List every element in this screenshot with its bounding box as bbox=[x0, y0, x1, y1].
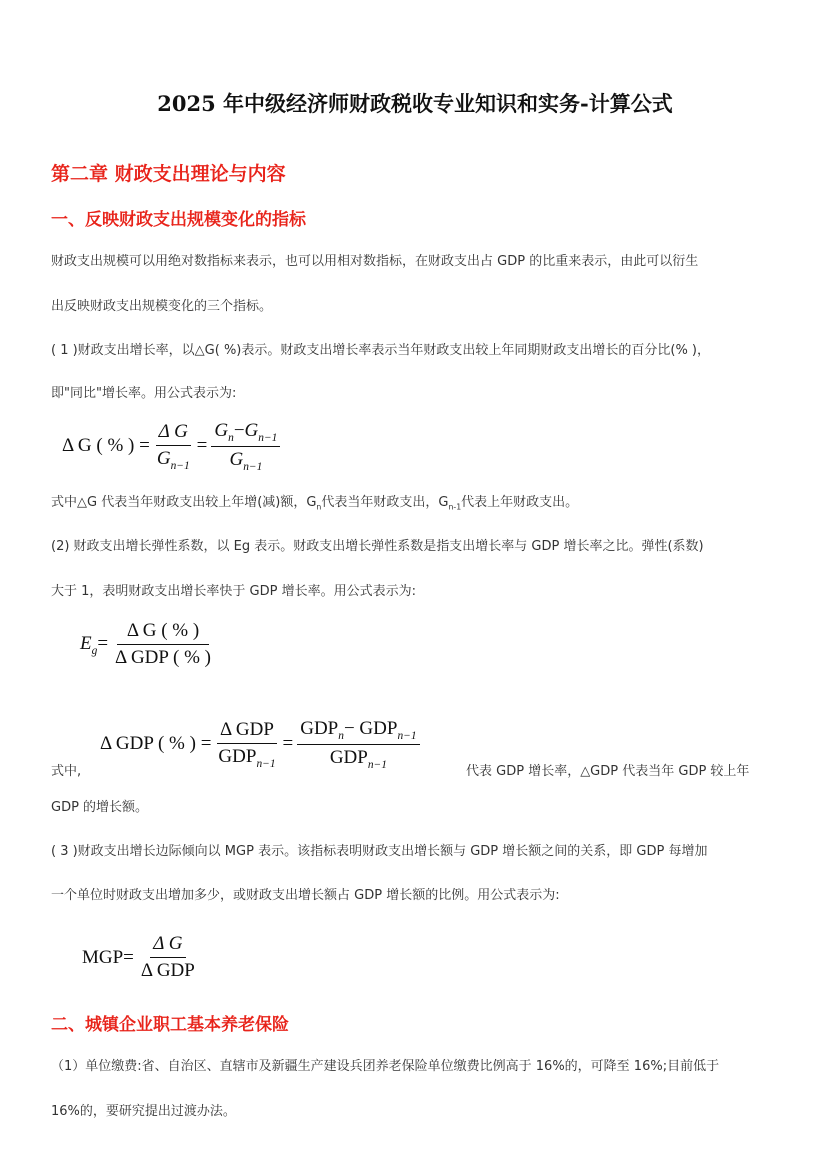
formula-mgp bbox=[82, 933, 202, 982]
formula4-lhs: MGP= bbox=[82, 946, 134, 968]
formula2-lhs: $E_g=$ bbox=[80, 632, 109, 657]
page-title: 2025 年中级经济师财政税收专业知识和实务-计算公式 bbox=[157, 91, 673, 116]
item3-line-1: ( 3 )财政支出增长边际倾向以 MGP 表示。该指标表明财政支出增长额与 GDP 增长额之间的关系，即 GDP 每增加 bbox=[51, 844, 708, 859]
item2-line-1: (2) 财政支出增长弹性系数，以 Eg 表示。财政支出增长弹性系数是指支出增长率与 GDP 增长率之比。弹性(系数) bbox=[51, 539, 704, 554]
formula1-f1-denominator: $G_{n-1}$ bbox=[156, 447, 190, 472]
formula2-fraction bbox=[112, 620, 214, 669]
section2-item1-line-2: 16%的，要研究提出过渡办法。 bbox=[51, 1104, 236, 1119]
intro-paragraph-line-2: 出反映财政支出规模变化的三个指标。 bbox=[51, 299, 273, 314]
formula3-note-suffix: 代表 GDP 增长率，△GDP 代表当年 GDP 较上年 bbox=[466, 764, 750, 779]
formula4-denominator: Δ GDP bbox=[140, 960, 195, 981]
formula1-f1-numerator: Δ G bbox=[156, 421, 191, 446]
formula1-lhs: Δ G ( % ) = bbox=[62, 435, 150, 457]
intro-paragraph-line-1: 财政支出规模可以用绝对数指标来表示，也可以用相对数指标，在财政支出占 GDP 的比重来表示，由此可以衍生 bbox=[51, 254, 699, 269]
section-heading-1: 一、反映财政支出规模变化的指标 bbox=[51, 210, 306, 230]
formula3-note-prefix: 式中, bbox=[51, 764, 82, 779]
section2-item1-line-1: （1）单位缴费:省、自治区、直辖市及新疆生产建设兵团养老保险单位缴费比例高于 16%的，可降至 16%;目前低于 bbox=[51, 1059, 720, 1074]
formula3-fraction-1 bbox=[215, 719, 278, 770]
chapter-heading: 第二章 财政支出理论与内容 bbox=[51, 163, 286, 185]
formula1-fraction-2 bbox=[211, 420, 280, 473]
formula2-numerator: Δ G ( % ) bbox=[117, 620, 209, 645]
formula-elasticity bbox=[80, 620, 218, 669]
formula3-f2-numerator: $GDP_n- GDP_{n-1}$ bbox=[297, 718, 419, 745]
formula3-equals: = bbox=[282, 733, 294, 755]
formula1-equals: = bbox=[196, 435, 208, 457]
formula1-fraction-1 bbox=[154, 421, 193, 472]
formula1-note: 式中△G 代表当年财政支出较上年增(减)额，$G_n$代表当年财政支出，$G_{n-1}$代表上年财政支出。 bbox=[51, 495, 579, 512]
formula-gdp-growth bbox=[100, 718, 424, 771]
formula3-f1-denominator: $GDP_{n-1}$ bbox=[218, 745, 276, 770]
formula1-f2-denominator: $G_{n-1}$ bbox=[229, 448, 263, 473]
formula3-lhs: Δ GDP ( % ) = bbox=[100, 733, 212, 755]
formula4-fraction bbox=[138, 933, 198, 982]
section-heading-2: 二、城镇企业职工基本养老保险 bbox=[51, 1015, 289, 1035]
item3-line-2: 一个单位时财政支出增加多少，或财政支出增长额占 GDP 增长额的比例。用公式表示为: bbox=[51, 888, 560, 903]
item2-line-2: 大于 1，表明财政支出增长率快于 GDP 增长率。用公式表示为: bbox=[51, 584, 416, 599]
formula2-denominator: Δ GDP ( % ) bbox=[115, 647, 211, 668]
formula-growth-rate bbox=[62, 420, 284, 473]
formula3-f2-denominator: $GDP_{n-1}$ bbox=[329, 746, 387, 771]
item1-line-1: ( 1 )财政支出增长率，以△G( %)表示。财政支出增长率表示当年财政支出较上年同期财政支出增长的百分比(% )， bbox=[51, 343, 711, 358]
formula3-fraction-2 bbox=[297, 718, 419, 771]
formula3-note-line-2: GDP 的增长额。 bbox=[51, 800, 149, 815]
formula3-f1-numerator: Δ GDP bbox=[217, 719, 277, 744]
item1-line-2: 即"同比"增长率。用公式表示为: bbox=[51, 386, 237, 401]
formula1-f2-numerator: $G_n-G_{n-1}$ bbox=[211, 420, 280, 447]
formula4-numerator: Δ G bbox=[150, 933, 185, 958]
